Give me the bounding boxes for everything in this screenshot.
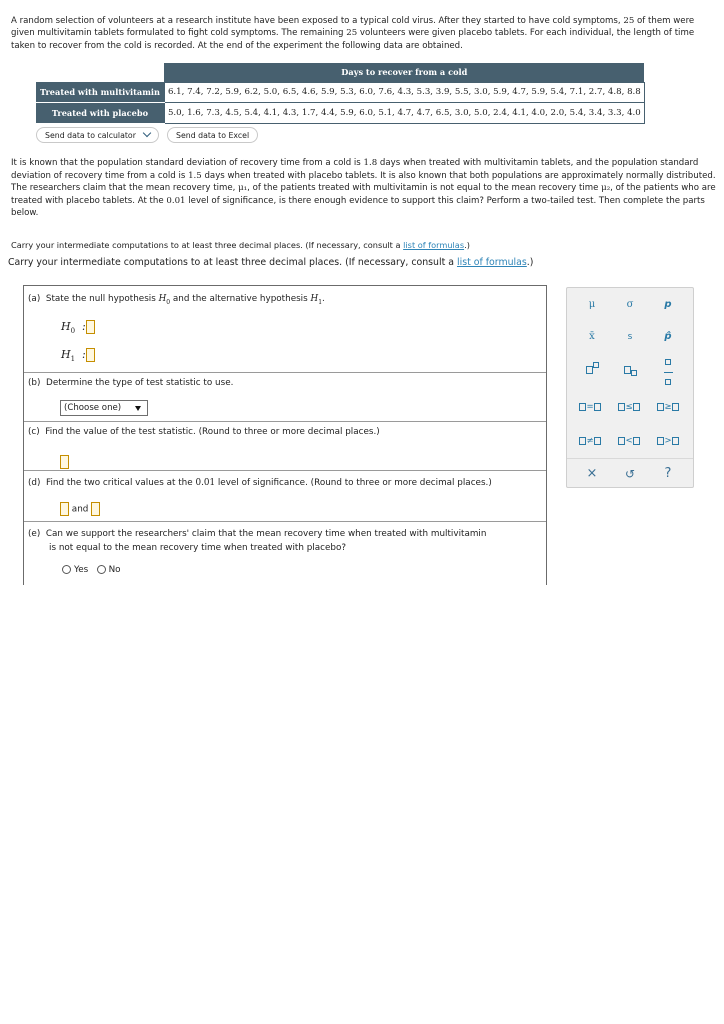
- part-c-divider: [24, 421, 546, 422]
- mu-button[interactable]: μ: [588, 299, 596, 310]
- superscript-button[interactable]: [577, 362, 607, 380]
- part-d-prompt: (d) Find the two critical values at the 0.01 level of significance. (Round to three or more decimal places.): [28, 478, 492, 488]
- question-panel: [23, 285, 547, 585]
- part-b-prompt: (b) Determine the type of test statistic to use.: [28, 378, 234, 388]
- phat-button[interactable]: p̂: [664, 331, 672, 342]
- carry-note-small: Carry your intermediate computations to at least three decimal places. (If necessary, consult a list of formulas.): [11, 240, 470, 250]
- row-label-placebo: Treated with placebo: [36, 103, 164, 124]
- part-e-prompt: (e) Can we support the researchers' claim that the mean recovery time when treated with multivitamin is not equal to the mean recovery time when treated with placebo?: [28, 529, 487, 553]
- help-icon[interactable]: ?: [664, 466, 672, 481]
- dropdown-arrow-icon: [135, 406, 141, 411]
- undo-icon[interactable]: ↺: [624, 467, 636, 481]
- less-than-button[interactable]: <: [614, 432, 644, 450]
- radio-no[interactable]: [97, 565, 106, 574]
- greater-than-button[interactable]: >: [653, 432, 683, 450]
- carry-note: Carry your intermediate computations to at least three decimal places. (If necessary, consult a list of formulas.): [8, 257, 534, 268]
- less-equal-button[interactable]: ≤: [614, 398, 644, 416]
- subscript-button[interactable]: [615, 362, 645, 380]
- sigma-button[interactable]: σ: [626, 299, 634, 310]
- null-hypothesis-input[interactable]: [86, 320, 95, 334]
- formulas-link[interactable]: list of formulas: [403, 240, 465, 250]
- test-statistic-select[interactable]: [60, 400, 148, 416]
- send-to-calculator-label: Send data to calculator: [45, 131, 136, 140]
- equals-button[interactable]: =: [575, 398, 605, 416]
- symbol-palette: [566, 287, 694, 488]
- table-corner: [36, 63, 164, 82]
- problem-statement: It is known that the population standard deviation of recovery time from a cold is 1.8 days when treated with multivitamin tablets, and the population standard deviation of recovery time from a cold is 1.5 days when treated with placebo tablets. It is also known that both populations are approximately normally distributed. The researchers claim that the mean recovery time, μ₁, of the patients treated with multivitamin is not equal to the mean recovery time μ₂, of the patients who are treated with placebo tablets. At the 0.01 level of significance, is there enough evidence to support this claim? Perform a two-tailed test. Then complete the parts below.: [11, 158, 716, 219]
- test-statistic-input[interactable]: [60, 455, 69, 469]
- problem-intro: A random selection of volunteers at a research institute have been exposed to a typical cold virus. After they started to have cold symptoms, 25 of them were given multivitamin tablets formulated to fight cold symptoms. The remaining 25 volunteers were given placebo tablets. For each individual, the length of time taken to recover from the cold is recorded. At the end of the experiment the following data are obtained.: [11, 16, 695, 51]
- s-button[interactable]: s: [627, 332, 633, 342]
- yes-option[interactable]: Yes: [62, 565, 88, 575]
- row-values-placebo: 5.0, 1.6, 7.3, 4.5, 5.4, 4.1, 4.3, 1.7, 4.4, 5.9, 6.0, 5.1, 4.7, 4.7, 6.5, 3.0, 5.0, 2.4, 4.1, 4.0, 2.0, 5.4, 3.4, 3.3, 4.0: [164, 103, 644, 124]
- fraction-icon: [665, 359, 671, 365]
- not-equal-button[interactable]: ≠: [575, 432, 605, 450]
- p-button[interactable]: p: [664, 299, 672, 310]
- subscript-icon: [624, 366, 631, 374]
- part-b-divider: [24, 372, 546, 373]
- xbar-button[interactable]: x̄: [589, 331, 595, 342]
- palette-divider: [567, 458, 693, 459]
- critical-value-2-input[interactable]: [91, 502, 100, 516]
- alt-hypothesis-input[interactable]: [86, 348, 95, 362]
- chevron-down-icon: [143, 129, 151, 137]
- send-to-excel-button[interactable]: [167, 127, 258, 143]
- row-values-multivitamin: 6.1, 7.4, 7.2, 5.9, 6.2, 5.0, 6.5, 4.6, 5.9, 5.3, 6.0, 7.6, 4.3, 5.3, 3.9, 5.5, 3.0, 5.9, 4.7, 5.9, 5.4, 7.1, 2.7, 4.8, 8.8: [164, 82, 644, 103]
- greater-equal-button[interactable]: ≥: [653, 398, 683, 416]
- no-option[interactable]: No: [97, 565, 121, 575]
- fraction-button[interactable]: [653, 358, 683, 376]
- alt-hypothesis-row: $H_1$ :: [61, 348, 95, 363]
- part-e-divider: [24, 521, 546, 522]
- row-label-multivitamin: Treated with multivitamin: [36, 82, 164, 103]
- formulas-link[interactable]: list of formulas: [456, 257, 527, 268]
- part-c-prompt: (c) Find the value of the test statistic. (Round to three or more decimal places.): [28, 427, 380, 437]
- send-to-calculator-button[interactable]: [36, 127, 159, 143]
- table-row: [36, 103, 644, 124]
- radio-yes[interactable]: [62, 565, 71, 574]
- critical-value-1-input[interactable]: [60, 502, 69, 516]
- test-statistic-row: [60, 451, 69, 470]
- yes-no-options: [62, 565, 121, 575]
- send-to-excel-label: Send data to Excel: [176, 131, 250, 140]
- critical-values-row: [60, 502, 100, 516]
- test-statistic-select-value: (Choose one): [64, 403, 122, 413]
- and-label: and: [71, 504, 89, 515]
- data-table: [36, 63, 645, 124]
- part-d-divider: [24, 470, 546, 471]
- clear-icon[interactable]: ×: [586, 466, 598, 481]
- superscript-icon: [586, 366, 593, 374]
- part-a-prompt: (a) State the null hypothesis $H_0$ and the alternative hypothesis $H_1$.: [28, 294, 325, 306]
- table-row: [36, 82, 644, 103]
- table-header: Days to recover from a cold: [164, 63, 644, 82]
- null-hypothesis-row: $H_0$ :: [61, 320, 95, 335]
